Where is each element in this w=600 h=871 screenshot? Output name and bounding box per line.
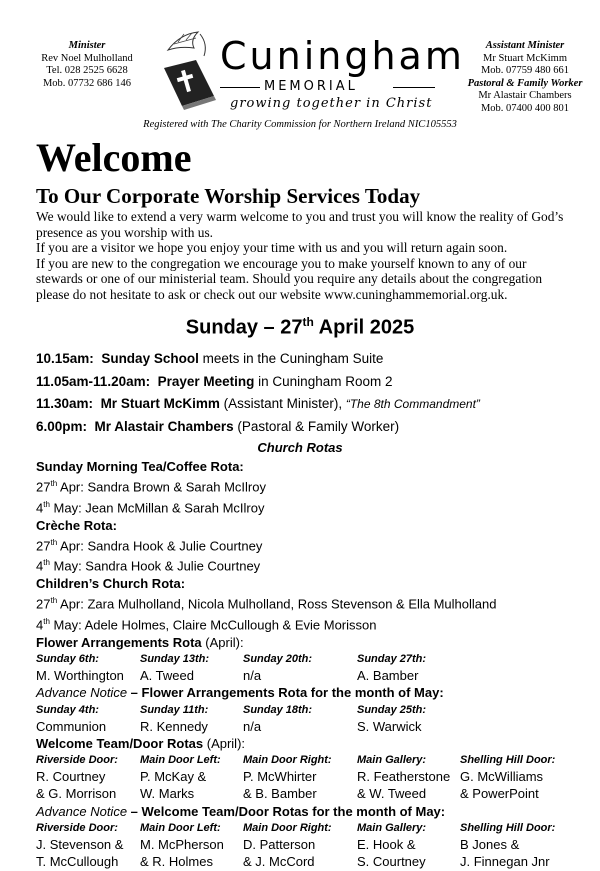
intro-paragraph: We would like to extend a very warm welcome to you and trust you will know the reality of God’s presence as you worship with us. — [36, 209, 564, 240]
creche-rota-row: 27th Apr: Sandra Hook & Julie Courtney — [36, 537, 263, 554]
welcome-advance-notice: Advance Notice – Welcome Team/Door Rotas for the month of May: — [36, 803, 446, 819]
service-item: 11.05am-11.20am: Prayer Meeting in Cuningham Room 2 — [36, 373, 393, 389]
minister-role: Minister — [68, 40, 106, 51]
childrens-rota-row: 4th May: Adele Holmes, Claire McCullough & Evie Morisson — [36, 617, 377, 633]
church-logo — [160, 30, 465, 114]
staff-contacts — [455, 40, 595, 115]
service-item: 10.15am: Sunday School meets in the Cuningham Suite — [36, 351, 384, 366]
page-title: Welcome — [36, 135, 192, 180]
tea-rota-row: 4th May: Jean McMillan & Sarah McIlroy — [36, 499, 265, 516]
welcome-team-heading: Welcome Team/Door Rotas (April): — [36, 735, 246, 751]
childrens-rota-row: 27th Apr: Zara Mulholland, Nicola Mulholland, Ross Stevenson & Ella Mulholland — [36, 596, 497, 612]
logo-rule-left — [220, 87, 260, 88]
flower-rota-heading: Flower Arrangements Rota (April): — [36, 634, 244, 650]
minister-contact — [22, 40, 152, 90]
flower-may-values: Communion R. Kennedy n/a S. Warwick — [36, 718, 422, 734]
minister-mob: Mob. 07732 686 146 — [42, 77, 132, 89]
flower-rota-labels: Sunday 6th: Sunday 13th: Sunday 20th: Sunday 27th: — [36, 652, 427, 665]
logo-memorial: MEMORIAL — [264, 79, 358, 94]
intro-paragraph: If you are new to the congregation we encourage you to make yourself known to any of our stewards or one of our ministerial team. Should you require any details about the congregation please do not hesitate to ask or check out our website www.cuninghammemorial.org.uk. — [36, 255, 543, 302]
flower-advance-notice: Advance Notice – Flower Arrangements Rota for the month of May: — [36, 685, 444, 701]
page-subtitle: To Our Corporate Worship Services Today — [36, 184, 421, 208]
charity-registration: Registered with The Charity Commission for Northern Ireland NIC105553 — [143, 119, 457, 130]
pastoral-mob: Mob. 07400 400 801 — [480, 102, 570, 114]
welcome-team-line: R. Courtney P. McKay & P. McWhirter R. Featherstone G. McWilliams — [36, 769, 544, 785]
minister-tel: Tel. 028 2525 6628 — [46, 65, 128, 76]
welcome-team-line: & G. Morrison W. Marks & B. Bamber & W. Tweed & PowerPoint — [36, 786, 539, 802]
rotas-section — [36, 458, 596, 871]
flower-rota-values: M. Worthington A. Tweed n/a A. Bamber — [36, 667, 419, 683]
logo-rule-right — [393, 87, 435, 88]
childrens-rota-heading: Children’s Church Rota: — [36, 576, 186, 592]
assistant-name: Mr Stuart McKimm — [483, 52, 567, 64]
welcome-team-labels: Riverside Door: Main Door Left: Main Door Right: Main Gallery: Shelling Hill Door: — [36, 754, 556, 767]
intro-paragraph: If you are a visitor we hope you enjoy your time with us and you will return again soon. — [36, 240, 508, 256]
intro-text — [36, 209, 576, 303]
bible-cross-icon — [160, 30, 220, 114]
assistant-role: Assistant Minister — [485, 40, 565, 51]
tea-rota-heading: Sunday Morning Tea/Coffee Rota: — [36, 459, 244, 474]
creche-rota-heading: Crèche Rota: — [36, 517, 117, 533]
logo-name: Cuningham — [220, 34, 465, 78]
flower-may-labels: Sunday 4th: Sunday 11th: Sunday 18th: Sunday 25th: — [36, 703, 427, 716]
logo-tagline: growing together in Christ — [230, 96, 433, 111]
assistant-mob: Mob. 07759 480 661 — [480, 65, 570, 76]
service-date: Sunday – 27th April 2025 — [185, 315, 415, 339]
creche-rota-row: 4th May: Sandra Hook & Julie Courtney — [36, 558, 261, 574]
minister-name: Rev Noel Mulholland — [41, 52, 133, 64]
welcome-may-line: J. Stevenson & M. McPherson D. Patterson E. Hook & B Jones & — [36, 837, 520, 853]
pastoral-role: Pastoral & Family Worker — [467, 77, 583, 89]
rotas-heading: Church Rotas — [257, 440, 343, 455]
welcome-may-line: T. McCullough & R. Holmes & J. McCord S. Courtney J. Finnegan Jnr — [36, 854, 550, 870]
welcome-may-labels: Riverside Door: Main Door Left: Main Door Right: Main Gallery: Shelling Hill Door: — [36, 822, 556, 835]
pastoral-name: Mr Alastair Chambers — [478, 90, 572, 101]
service-schedule — [36, 348, 596, 438]
tea-rota-row: 27th Apr: Sandra Brown & Sarah McIlroy — [36, 479, 266, 495]
service-item: 11.30am: Mr Stuart McKimm (Assistant Minister), “The 8th Commandment” — [36, 396, 480, 411]
service-item: 6.00pm: Mr Alastair Chambers (Pastoral & Family Worker) — [36, 418, 400, 434]
